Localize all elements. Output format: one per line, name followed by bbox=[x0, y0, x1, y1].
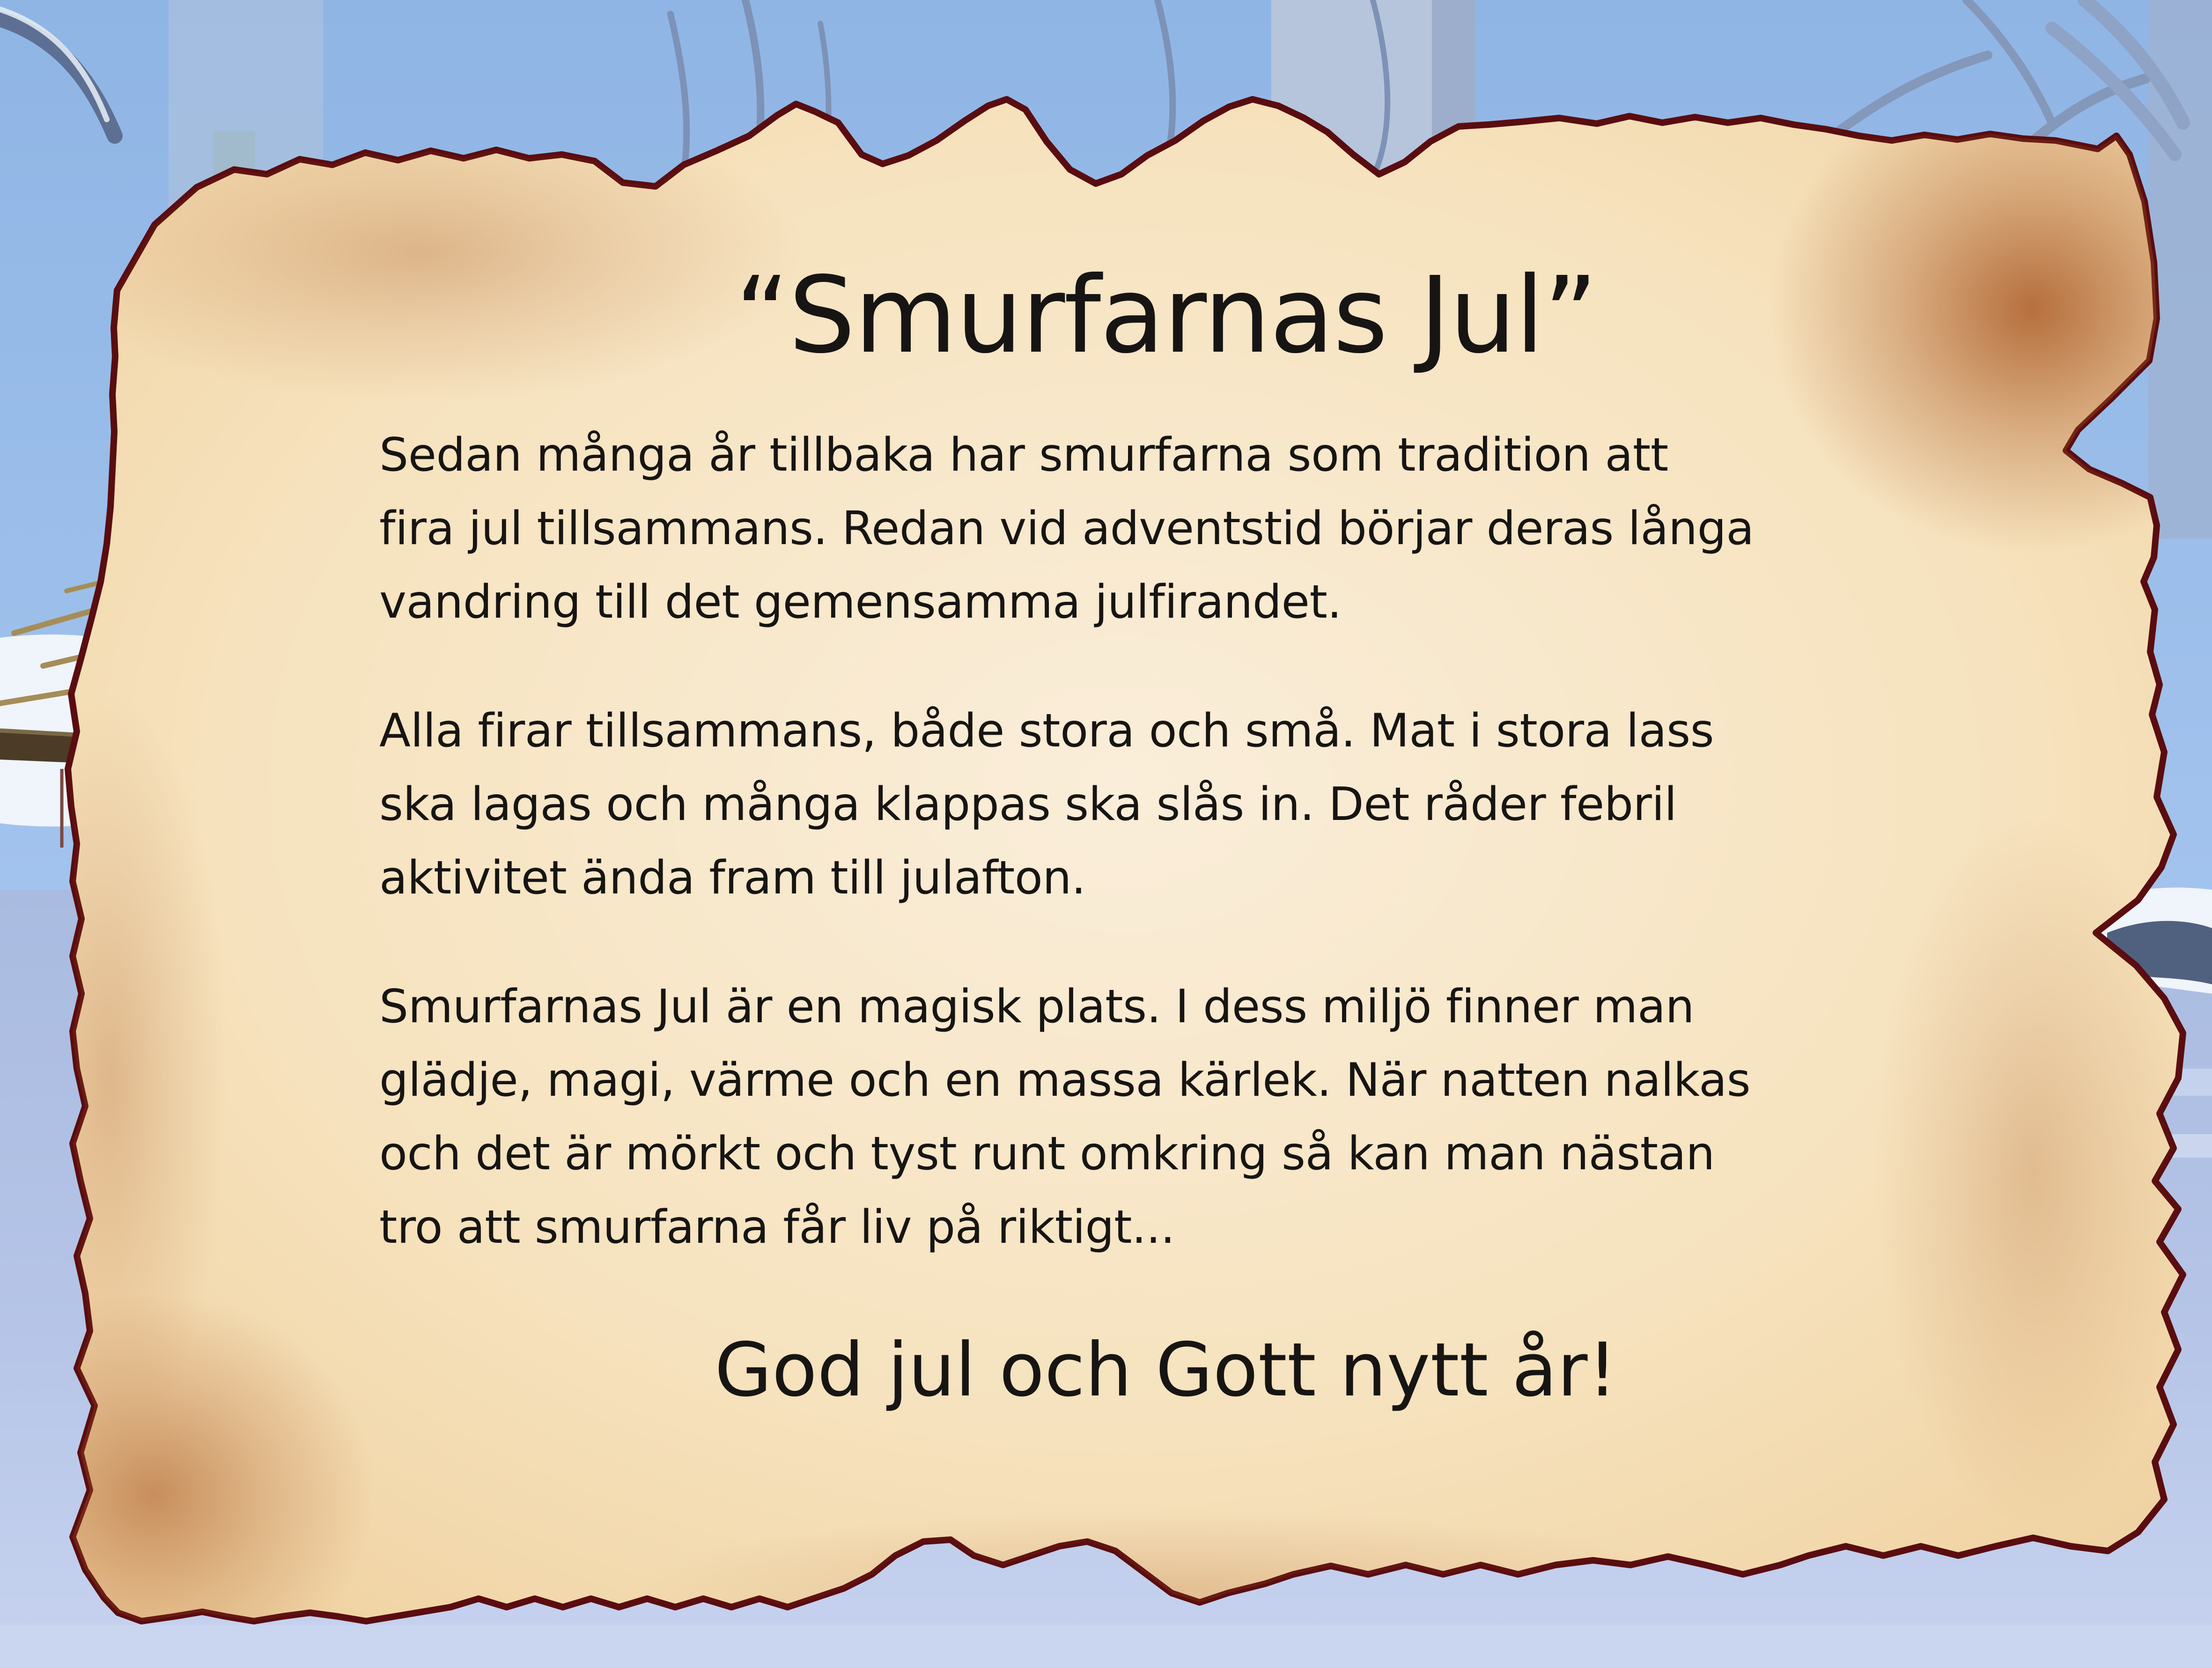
text-line: ska lagas och många klappas ska slås in. Det råder febril bbox=[379, 777, 1677, 831]
note-title: “Smurfarnas Jul” bbox=[735, 254, 1597, 377]
text-line: Alla firar tillsammans, både stora och små. Mat i stora lass bbox=[379, 704, 1714, 758]
text-line: Sedan många år tillbaka har smurfarna som tradition att bbox=[379, 428, 1668, 482]
note-closing: God jul och Gott nytt år! bbox=[715, 1327, 1617, 1413]
text-line: Smurfarnas Jul är en magisk plats. I dess miljö finner man bbox=[379, 980, 1695, 1033]
text-line: vandring till det gemensamma julfirandet. bbox=[379, 575, 1342, 629]
note-paragraph-1 bbox=[379, 419, 1953, 639]
text-line: och det är mörkt och tyst runt omkring så kan man nästan bbox=[379, 1127, 1715, 1181]
note-paragraph-3 bbox=[379, 970, 1953, 1264]
text-line: tro att smurfarna får liv på riktigt... bbox=[379, 1200, 1175, 1254]
note-paragraph-2 bbox=[379, 694, 1953, 915]
text-line: aktivitet ända fram till julafton. bbox=[379, 851, 1086, 905]
note-text bbox=[379, 255, 1953, 1415]
text-line: glädje, magi, värme och en massa kärlek. När natten nalkas bbox=[379, 1053, 1751, 1107]
text-line: fira jul tillsammans. Redan vid adventstid börjar deras långa bbox=[379, 502, 1754, 555]
tint-left-edge bbox=[0, 693, 227, 1461]
